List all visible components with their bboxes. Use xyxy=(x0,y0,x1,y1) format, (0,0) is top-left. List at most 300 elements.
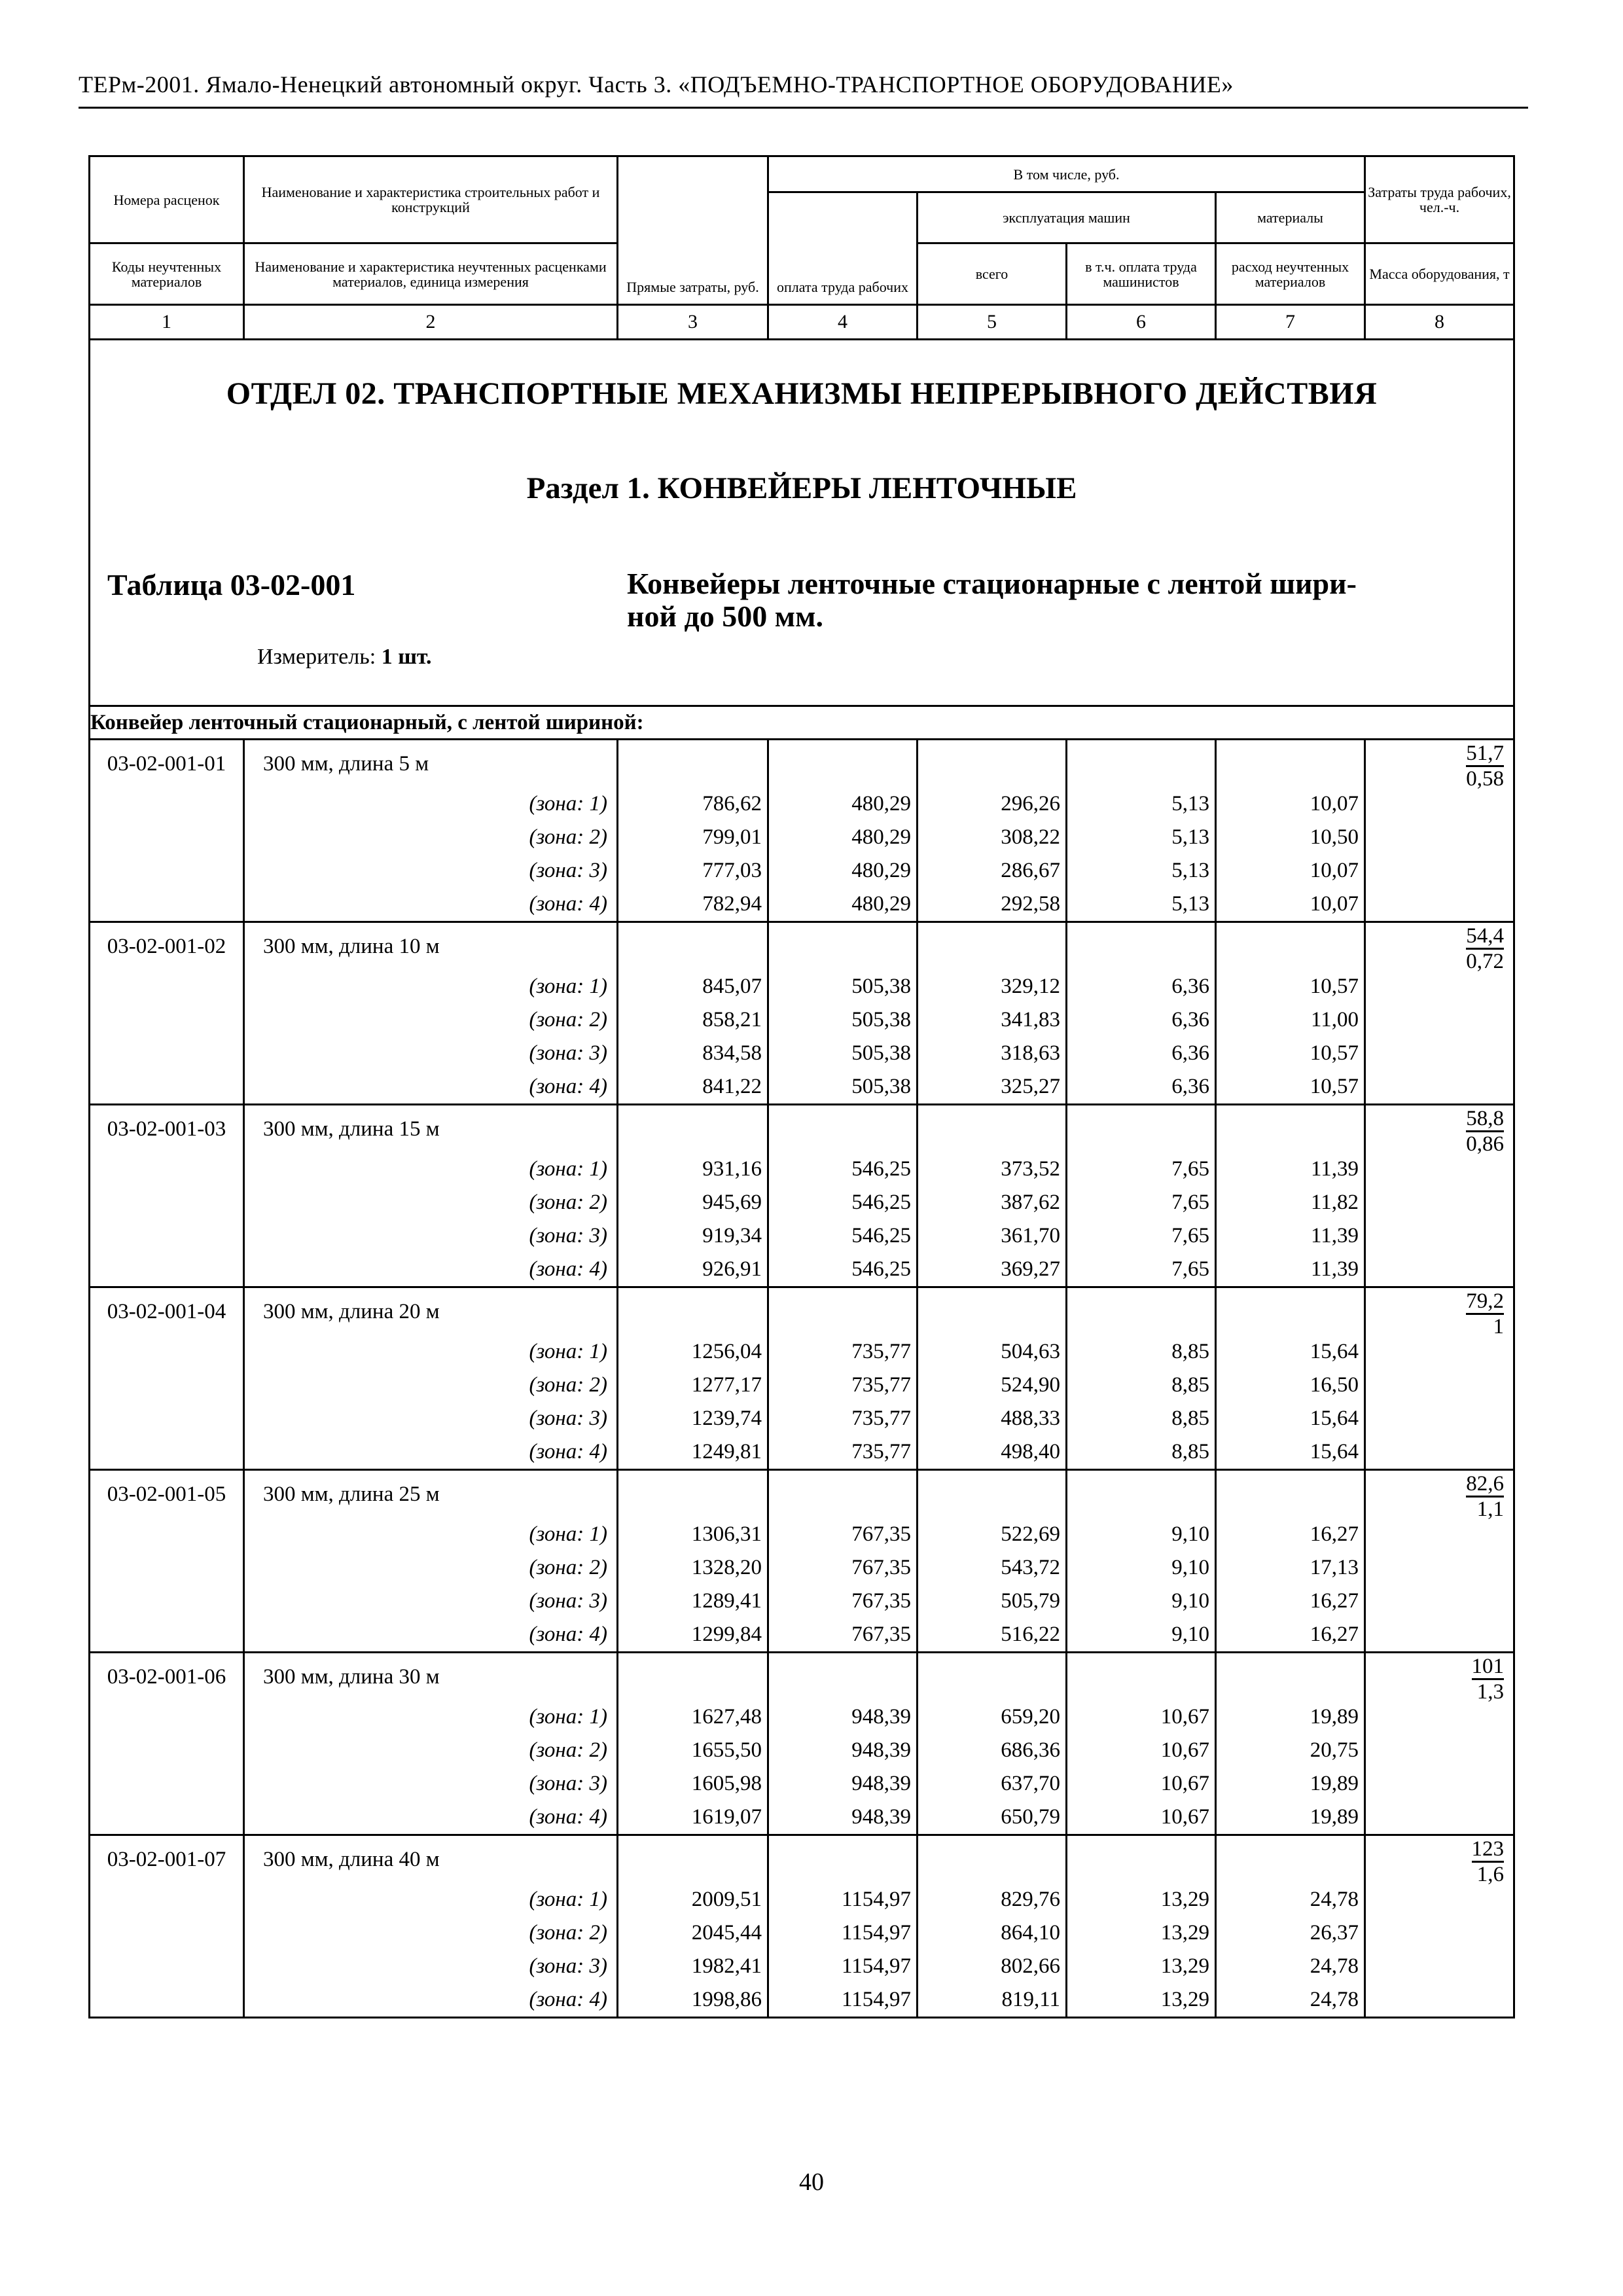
empty-cell xyxy=(1216,740,1365,788)
worker-pay: 505,38 xyxy=(768,970,918,1003)
worker-pay: 948,39 xyxy=(768,1767,918,1801)
direct-cost: 1289,41 xyxy=(618,1585,768,1618)
labor-mass-cell xyxy=(1365,740,1514,922)
zone-label: (зона: 2) xyxy=(244,1551,618,1585)
materials-cost: 15,64 xyxy=(1216,1402,1365,1435)
zone-row xyxy=(90,1801,1514,1835)
empty-cell xyxy=(90,1734,244,1767)
direct-cost: 2045,44 xyxy=(618,1916,768,1950)
empty-cell xyxy=(90,1585,244,1618)
machinist-pay: 8,85 xyxy=(1067,1402,1216,1435)
col8-top-header: Затраты труда рабочих, чел.-ч. xyxy=(1365,156,1514,243)
direct-cost: 777,03 xyxy=(618,854,768,888)
worker-pay: 1154,97 xyxy=(768,1883,918,1916)
machine-cost: 286,67 xyxy=(918,854,1067,888)
zone-label: (зона: 1) xyxy=(244,1883,618,1916)
zone-label: (зона: 4) xyxy=(244,1618,618,1653)
empty-cell xyxy=(90,1186,244,1219)
labor-mass-cell xyxy=(1365,1287,1514,1470)
col1-bottom-header: Коды неучтенных материалов xyxy=(90,243,244,305)
empty-cell xyxy=(90,1950,244,1983)
labor-mass-cell xyxy=(1365,1470,1514,1653)
col-number: 7 xyxy=(1216,305,1365,340)
empty-cell xyxy=(90,970,244,1003)
direct-cost: 1655,50 xyxy=(618,1734,768,1767)
direct-cost: 786,62 xyxy=(618,787,768,821)
measure-value: 1 шт. xyxy=(381,645,432,669)
machines-header: эксплуатация машин xyxy=(918,192,1216,243)
zone-row xyxy=(90,1551,1514,1585)
worker-pay: 1154,97 xyxy=(768,1916,918,1950)
direct-cost: 1627,48 xyxy=(618,1700,768,1734)
rate-name: 300 мм, длина 15 м xyxy=(244,1105,618,1153)
zone-label: (зона: 1) xyxy=(244,1153,618,1186)
empty-cell xyxy=(768,922,918,971)
direct-cost: 1306,31 xyxy=(618,1518,768,1551)
zone-label: (зона: 3) xyxy=(244,1767,618,1801)
zone-label: (зона: 3) xyxy=(244,1219,618,1253)
zone-label: (зона: 3) xyxy=(244,854,618,888)
materials-cost: 24,78 xyxy=(1216,1883,1365,1916)
machine-cost: 329,12 xyxy=(918,970,1067,1003)
col-number: 6 xyxy=(1067,305,1216,340)
section-title: Раздел 1. КОНВЕЙЕРЫ ЛЕНТОЧНЫЕ xyxy=(526,471,1077,505)
machine-cost: 686,36 xyxy=(918,1734,1067,1767)
machinist-pay: 6,36 xyxy=(1067,1003,1216,1037)
zone-label: (зона: 2) xyxy=(244,1916,618,1950)
equipment-mass: 1,1 xyxy=(1476,1498,1505,1521)
zone-row xyxy=(90,1916,1514,1950)
empty-cell xyxy=(90,1518,244,1551)
col8-bottom-header: Масса оборудования, т xyxy=(1365,243,1514,305)
zone-row xyxy=(90,854,1514,888)
worker-pay: 767,35 xyxy=(768,1618,918,1653)
labor-cost: 58,8 xyxy=(1466,1107,1504,1132)
direct-cost: 1299,84 xyxy=(618,1618,768,1653)
zone-row xyxy=(90,1253,1514,1287)
empty-cell xyxy=(90,1153,244,1186)
labor-mass-fraction xyxy=(1466,1107,1504,1156)
empty-cell xyxy=(918,1105,1067,1153)
labor-mass-fraction xyxy=(1472,1837,1505,1886)
empty-cell xyxy=(90,1369,244,1402)
rate-row xyxy=(90,740,1514,788)
worker-pay: 948,39 xyxy=(768,1801,918,1835)
rate-code: 03-02-001-06 xyxy=(90,1653,244,1701)
zone-row xyxy=(90,1153,1514,1186)
direct-cost: 834,58 xyxy=(618,1037,768,1070)
direct-cost: 1619,07 xyxy=(618,1801,768,1835)
materials-cost: 11,39 xyxy=(1216,1153,1365,1186)
empty-cell xyxy=(1216,922,1365,971)
machine-cost: 369,27 xyxy=(918,1253,1067,1287)
empty-cell xyxy=(918,922,1067,971)
machinist-pay: 6,36 xyxy=(1067,1037,1216,1070)
equipment-mass: 0,72 xyxy=(1466,950,1505,973)
empty-cell xyxy=(1216,1653,1365,1701)
rate-row xyxy=(90,1835,1514,1884)
worker-pay: 735,77 xyxy=(768,1369,918,1402)
page-number: 40 xyxy=(799,2168,824,2196)
zone-row xyxy=(90,1883,1514,1916)
zone-label: (зона: 4) xyxy=(244,1253,618,1287)
machine-cost: 522,69 xyxy=(918,1518,1067,1551)
table-description-line1: Конвейеры ленточные стационарные с лентой шири- xyxy=(627,567,1357,600)
labor-mass-cell xyxy=(1365,1653,1514,1835)
zone-row xyxy=(90,1950,1514,1983)
direct-cost: 1982,41 xyxy=(618,1950,768,1983)
rate-code: 03-02-001-04 xyxy=(90,1287,244,1336)
zone-row xyxy=(90,821,1514,854)
machinist-pay: 7,65 xyxy=(1067,1186,1216,1219)
machinist-pay: 6,36 xyxy=(1067,970,1216,1003)
machinist-pay: 9,10 xyxy=(1067,1585,1216,1618)
machine-cost: 650,79 xyxy=(918,1801,1067,1835)
worker-pay: 546,25 xyxy=(768,1219,918,1253)
labor-cost: 79,2 xyxy=(1466,1289,1504,1315)
col3-header: Прямые затраты, руб. xyxy=(618,156,768,305)
machinist-pay: 8,85 xyxy=(1067,1335,1216,1369)
machine-cost: 829,76 xyxy=(918,1883,1067,1916)
worker-pay: 480,29 xyxy=(768,821,918,854)
worker-pay: 1154,97 xyxy=(768,1983,918,2018)
machine-cost: 659,20 xyxy=(918,1700,1067,1734)
department-title: ОТДЕЛ 02. ТРАНСПОРТНЫЕ МЕХАНИЗМЫ НЕПРЕРЫВНОГО ДЕЙСТВИЯ xyxy=(226,376,1378,411)
zone-row xyxy=(90,1767,1514,1801)
zone-label: (зона: 1) xyxy=(244,1335,618,1369)
empty-cell xyxy=(90,1883,244,1916)
materials-cost: 10,50 xyxy=(1216,821,1365,854)
machinist-pay: 7,65 xyxy=(1067,1219,1216,1253)
worker-pay: 767,35 xyxy=(768,1585,918,1618)
machinist-pay: 7,65 xyxy=(1067,1153,1216,1186)
labor-cost: 101 xyxy=(1472,1655,1505,1680)
worker-pay: 948,39 xyxy=(768,1734,918,1767)
worker-pay: 948,39 xyxy=(768,1700,918,1734)
direct-cost: 931,16 xyxy=(618,1153,768,1186)
rate-row xyxy=(90,1287,1514,1336)
materials-cost: 10,57 xyxy=(1216,1037,1365,1070)
heading-block xyxy=(90,340,1514,706)
labor-mass-cell xyxy=(1365,1105,1514,1287)
col7-header: расход неучтенных материалов xyxy=(1216,243,1365,305)
zone-label: (зона: 4) xyxy=(244,888,618,922)
zone-row xyxy=(90,1618,1514,1653)
rates-table xyxy=(88,155,1515,2018)
empty-cell xyxy=(918,1287,1067,1336)
empty-cell xyxy=(90,1801,244,1835)
materials-cost: 16,50 xyxy=(1216,1369,1365,1402)
labor-mass-fraction xyxy=(1466,742,1504,791)
machinist-pay: 10,67 xyxy=(1067,1700,1216,1734)
machine-cost: 318,63 xyxy=(918,1037,1067,1070)
measure-unit xyxy=(257,645,432,670)
direct-cost: 841,22 xyxy=(618,1070,768,1105)
empty-cell xyxy=(90,1335,244,1369)
materials-cost: 20,75 xyxy=(1216,1734,1365,1767)
rate-code: 03-02-001-05 xyxy=(90,1470,244,1518)
empty-cell xyxy=(90,1219,244,1253)
machine-cost: 543,72 xyxy=(918,1551,1067,1585)
materials-cost: 19,89 xyxy=(1216,1801,1365,1835)
empty-cell xyxy=(1216,1287,1365,1336)
equipment-mass: 1,6 xyxy=(1476,1863,1505,1886)
direct-cost: 926,91 xyxy=(618,1253,768,1287)
machinist-pay: 9,10 xyxy=(1067,1551,1216,1585)
rate-name: 300 мм, длина 40 м xyxy=(244,1835,618,1884)
col4-header: оплата труда рабочих xyxy=(768,192,918,305)
direct-cost: 945,69 xyxy=(618,1186,768,1219)
machine-cost: 387,62 xyxy=(918,1186,1067,1219)
empty-cell xyxy=(90,1700,244,1734)
worker-pay: 505,38 xyxy=(768,1003,918,1037)
machinist-pay: 13,29 xyxy=(1067,1950,1216,1983)
zone-label: (зона: 3) xyxy=(244,1950,618,1983)
zone-label: (зона: 4) xyxy=(244,1983,618,2018)
empty-cell xyxy=(918,1470,1067,1518)
empty-cell xyxy=(1067,1470,1216,1518)
col2-bottom-header: Наименование и характеристика неучтенных расценками материалов, единица измерения xyxy=(244,243,618,305)
machine-cost: 524,90 xyxy=(918,1369,1067,1402)
empty-cell xyxy=(90,1037,244,1070)
labor-mass-cell xyxy=(1365,922,1514,1105)
empty-cell xyxy=(768,740,918,788)
direct-cost: 2009,51 xyxy=(618,1883,768,1916)
worker-pay: 767,35 xyxy=(768,1551,918,1585)
rate-code: 03-02-001-07 xyxy=(90,1835,244,1884)
materials-cost: 10,57 xyxy=(1216,1070,1365,1105)
machinist-pay: 6,36 xyxy=(1067,1070,1216,1105)
empty-cell xyxy=(1216,1835,1365,1884)
empty-cell xyxy=(90,1983,244,2018)
machine-cost: 819,11 xyxy=(918,1983,1067,2018)
machine-cost: 341,83 xyxy=(918,1003,1067,1037)
materials-cost: 11,00 xyxy=(1216,1003,1365,1037)
worker-pay: 480,29 xyxy=(768,888,918,922)
empty-cell xyxy=(918,740,1067,788)
empty-cell xyxy=(90,1618,244,1653)
col1-top-header: Номера расценок xyxy=(90,156,244,243)
zone-row xyxy=(90,1734,1514,1767)
rate-row xyxy=(90,1105,1514,1153)
empty-cell xyxy=(1216,1105,1365,1153)
empty-cell xyxy=(1067,1287,1216,1336)
machine-cost: 325,27 xyxy=(918,1070,1067,1105)
materials-cost: 19,89 xyxy=(1216,1767,1365,1801)
empty-cell xyxy=(1067,1835,1216,1884)
empty-cell xyxy=(90,787,244,821)
empty-cell xyxy=(1067,922,1216,971)
machinist-pay: 10,67 xyxy=(1067,1734,1216,1767)
direct-cost: 1328,20 xyxy=(618,1551,768,1585)
labor-cost: 51,7 xyxy=(1466,742,1504,767)
materials-cost: 24,78 xyxy=(1216,1983,1365,2018)
materials-cost: 24,78 xyxy=(1216,1950,1365,1983)
machine-cost: 308,22 xyxy=(918,821,1067,854)
direct-cost: 845,07 xyxy=(618,970,768,1003)
empty-cell xyxy=(90,1767,244,1801)
empty-cell xyxy=(90,1435,244,1470)
materials-cost: 11,39 xyxy=(1216,1219,1365,1253)
empty-cell xyxy=(90,1003,244,1037)
labor-cost: 54,4 xyxy=(1466,924,1504,950)
materials-cost: 15,64 xyxy=(1216,1335,1365,1369)
zone-label: (зона: 1) xyxy=(244,970,618,1003)
empty-cell xyxy=(90,854,244,888)
machinist-pay: 13,29 xyxy=(1067,1883,1216,1916)
direct-cost: 1605,98 xyxy=(618,1767,768,1801)
materials-cost: 19,89 xyxy=(1216,1700,1365,1734)
direct-cost: 1277,17 xyxy=(618,1369,768,1402)
machinist-pay: 8,85 xyxy=(1067,1435,1216,1470)
zone-row xyxy=(90,1435,1514,1470)
rate-name: 300 мм, длина 20 м xyxy=(244,1287,618,1336)
zone-row xyxy=(90,787,1514,821)
col2-top-header: Наименование и характеристика строительных работ и конструкций xyxy=(244,156,618,243)
zone-row xyxy=(90,1518,1514,1551)
empty-cell xyxy=(90,1253,244,1287)
equipment-mass: 0,86 xyxy=(1466,1132,1505,1156)
machinist-pay: 5,13 xyxy=(1067,787,1216,821)
machinist-pay: 5,13 xyxy=(1067,821,1216,854)
empty-cell xyxy=(618,1835,768,1884)
zone-label: (зона: 3) xyxy=(244,1037,618,1070)
labor-mass-fraction xyxy=(1466,1472,1504,1521)
materials-cost: 10,07 xyxy=(1216,854,1365,888)
machinist-pay: 5,13 xyxy=(1067,854,1216,888)
zone-row xyxy=(90,1003,1514,1037)
zone-label: (зона: 1) xyxy=(244,1700,618,1734)
worker-pay: 546,25 xyxy=(768,1186,918,1219)
rate-row xyxy=(90,1470,1514,1518)
zone-label: (зона: 4) xyxy=(244,1435,618,1470)
machinist-pay: 10,67 xyxy=(1067,1801,1216,1835)
machine-cost: 296,26 xyxy=(918,787,1067,821)
rate-row xyxy=(90,922,1514,971)
conveyor-title: Конвейер ленточный стационарный, с лентой шириной: xyxy=(90,706,1514,740)
machine-cost: 504,63 xyxy=(918,1335,1067,1369)
labor-cost: 123 xyxy=(1472,1837,1505,1863)
materials-cost: 11,82 xyxy=(1216,1186,1365,1219)
direct-cost: 1239,74 xyxy=(618,1402,768,1435)
labor-mass-fraction xyxy=(1466,924,1504,973)
rate-code: 03-02-001-01 xyxy=(90,740,244,788)
col-number: 1 xyxy=(90,305,244,340)
empty-cell xyxy=(1067,1105,1216,1153)
zone-row xyxy=(90,1219,1514,1253)
worker-pay: 735,77 xyxy=(768,1402,918,1435)
empty-cell xyxy=(90,1402,244,1435)
direct-cost: 799,01 xyxy=(618,821,768,854)
zone-row xyxy=(90,888,1514,922)
rate-name: 300 мм, длина 10 м xyxy=(244,922,618,971)
table-description xyxy=(627,567,1543,633)
empty-cell xyxy=(768,1653,918,1701)
header-rule xyxy=(79,107,1528,109)
empty-cell xyxy=(1067,1653,1216,1701)
machine-cost: 505,79 xyxy=(918,1585,1067,1618)
col-number: 5 xyxy=(918,305,1067,340)
empty-cell xyxy=(618,1653,768,1701)
zone-label: (зона: 2) xyxy=(244,1003,618,1037)
rate-name: 300 мм, длина 5 м xyxy=(244,740,618,788)
materials-cost: 26,37 xyxy=(1216,1916,1365,1950)
direct-cost: 858,21 xyxy=(618,1003,768,1037)
machinist-pay: 13,29 xyxy=(1067,1916,1216,1950)
empty-cell xyxy=(768,1105,918,1153)
worker-pay: 1154,97 xyxy=(768,1950,918,1983)
zone-label: (зона: 3) xyxy=(244,1402,618,1435)
col5-header: всего xyxy=(918,243,1067,305)
zone-row xyxy=(90,1369,1514,1402)
machine-cost: 516,22 xyxy=(918,1618,1067,1653)
direct-cost: 1998,86 xyxy=(618,1983,768,2018)
worker-pay: 480,29 xyxy=(768,787,918,821)
machine-cost: 864,10 xyxy=(918,1916,1067,1950)
table-caption xyxy=(90,567,1513,705)
table-number: Таблица 03-02-001 xyxy=(107,568,356,601)
empty-cell xyxy=(90,1916,244,1950)
machine-cost: 637,70 xyxy=(918,1767,1067,1801)
machinist-pay: 9,10 xyxy=(1067,1518,1216,1551)
materials-cost: 10,07 xyxy=(1216,888,1365,922)
empty-cell xyxy=(768,1287,918,1336)
direct-cost: 1256,04 xyxy=(618,1335,768,1369)
equipment-mass: 1 xyxy=(1493,1315,1505,1338)
zone-label: (зона: 3) xyxy=(244,1585,618,1618)
machinist-pay: 7,65 xyxy=(1067,1253,1216,1287)
zone-label: (зона: 2) xyxy=(244,821,618,854)
col-number: 8 xyxy=(1365,305,1514,340)
empty-cell xyxy=(618,740,768,788)
direct-cost: 782,94 xyxy=(618,888,768,922)
zone-label: (зона: 2) xyxy=(244,1734,618,1767)
materials-cost: 16,27 xyxy=(1216,1585,1365,1618)
labor-cost: 82,6 xyxy=(1466,1472,1504,1498)
materials-cost: 16,27 xyxy=(1216,1618,1365,1653)
zone-row xyxy=(90,1402,1514,1435)
materials-cost: 10,07 xyxy=(1216,787,1365,821)
materials-cost: 11,39 xyxy=(1216,1253,1365,1287)
zone-label: (зона: 1) xyxy=(244,787,618,821)
zone-label: (зона: 4) xyxy=(244,1070,618,1105)
zone-label: (зона: 2) xyxy=(244,1369,618,1402)
machine-cost: 498,40 xyxy=(918,1435,1067,1470)
zone-row xyxy=(90,1983,1514,2018)
empty-cell xyxy=(90,1070,244,1105)
worker-pay: 480,29 xyxy=(768,854,918,888)
machinist-pay: 10,67 xyxy=(1067,1767,1216,1801)
col6-header: в т.ч. оплата труда машинистов xyxy=(1067,243,1216,305)
empty-cell xyxy=(90,888,244,922)
col-number: 4 xyxy=(768,305,918,340)
equipment-mass: 1,3 xyxy=(1476,1680,1505,1704)
worker-pay: 735,77 xyxy=(768,1335,918,1369)
empty-cell xyxy=(90,1551,244,1585)
machine-cost: 361,70 xyxy=(918,1219,1067,1253)
empty-cell xyxy=(618,1470,768,1518)
machinist-pay: 5,13 xyxy=(1067,888,1216,922)
empty-cell xyxy=(90,821,244,854)
zone-label: (зона: 2) xyxy=(244,1186,618,1219)
zone-row xyxy=(90,1037,1514,1070)
zone-label: (зона: 1) xyxy=(244,1518,618,1551)
rate-name: 300 мм, длина 25 м xyxy=(244,1470,618,1518)
rate-row xyxy=(90,1653,1514,1701)
col-number: 2 xyxy=(244,305,618,340)
empty-cell xyxy=(768,1470,918,1518)
empty-cell xyxy=(918,1653,1067,1701)
